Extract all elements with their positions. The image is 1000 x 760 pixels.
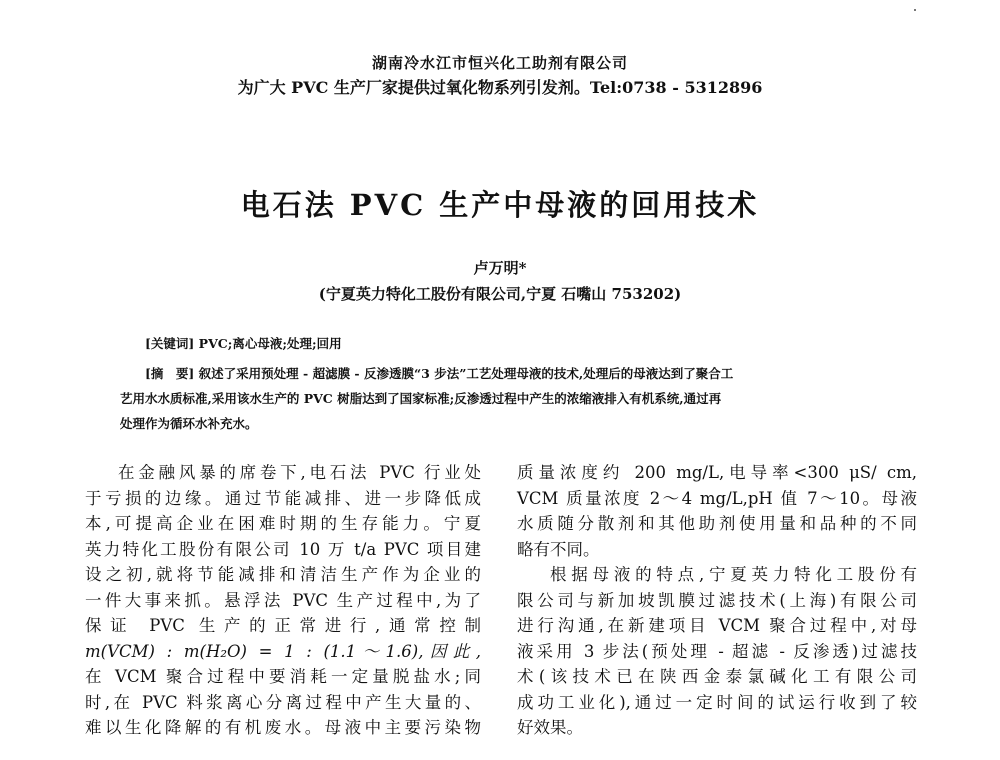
body-line: 于亏损的边缘。通过节能减排、进一步降低成 (85, 488, 481, 508)
body-line: 根据母液的特点,宁夏英力特化工股份有 (550, 565, 917, 584)
advert-header-company: 湖南冷水江市恒兴化工助剂有限公司 (371, 54, 628, 72)
abstract-line: [摘 要] 叙述了采用预处理 - 超滤膜 - 反渗透膜“3 步法”工艺处理母液的技术,处理后的母液达到了聚合工 (145, 366, 734, 381)
body-line: 进行沟通,在新建项目 VCM 聚合过程中,对母 (517, 616, 917, 635)
body-line: 好效果。 (517, 718, 583, 737)
advert-header-slogan: 为广大 PVC 生产厂家提供过氧化物系列引发剂。Tel:0738 - 5312896 (237, 78, 763, 97)
article-author: 卢万明* (473, 259, 527, 277)
body-line: 质量浓度约 200 mg/L,电导率<300 μS/ cm, (517, 463, 917, 482)
body-line: 一件大事来抓。悬浮法 PVC 生产过程中,为了 (85, 590, 481, 610)
body-line: 在 VCM 聚合过程中要消耗一定量脱盐水;同 (85, 667, 481, 686)
body-line: 在金融风暴的席卷下,电石法 PVC 行业处 (118, 463, 481, 482)
body-column-left (85, 460, 481, 741)
article-title: 电石法 PVC 生产中母液的回用技术 (240, 188, 760, 222)
abstract (120, 361, 900, 436)
abstract-line: 处理作为循环水补充水。 (120, 416, 258, 431)
body-line: m(VCM) : m(H₂O) = 1 : (1.1～1.6),因此, (85, 641, 481, 661)
body-line: 限公司与新加坡凯膜过滤技术(上海)有限公司 (517, 590, 917, 610)
abstract-line: 艺用水水质标准,采用该水生产的 PVC 树脂达到了国家标准;反渗透过程中产生的浓缩液排入有机系统,通过再 (120, 391, 722, 406)
body-line: 液采用 3 步法(预处理 - 超滤 - 反渗透)过滤技 (517, 641, 917, 661)
body-line: 成功工业化),通过一定时间的试运行收到了较 (517, 692, 917, 712)
body-line: 本,可提高企业在困难时期的生存能力。宁夏 (85, 514, 481, 533)
scan-speck (914, 9, 916, 11)
body-line: 水质随分散剂和其他助剂使用量和品种的不同 (517, 514, 917, 533)
keywords: [关键词] PVC;离心母液;处理;回用 (145, 336, 342, 351)
body-line: VCM 质量浓度 2～4 mg/L,pH 值 7～10。母液 (517, 488, 917, 508)
body-line: 术(该技术已在陕西金泰氯碱化工有限公司 (517, 667, 917, 686)
body-column-right (517, 460, 917, 741)
body-line: 难以生化降解的有机废水。母液中主要污染物 (85, 718, 481, 737)
body-line: 设之初,就将节能减排和清洁生产作为企业的 (85, 565, 481, 584)
body-line: 略有不同。 (517, 539, 600, 559)
body-line: 英力特化工股份有限公司 10 万 t/a PVC 项目建 (85, 539, 481, 559)
body-line: 时,在 PVC 料浆离心分离过程中产生大量的、 (85, 692, 481, 712)
body-line: 保证 PVC 生产的正常进行,通常控制 (85, 616, 481, 635)
article-affiliation: (宁夏英力特化工股份有限公司,宁夏 石嘴山 753202) (318, 285, 682, 303)
